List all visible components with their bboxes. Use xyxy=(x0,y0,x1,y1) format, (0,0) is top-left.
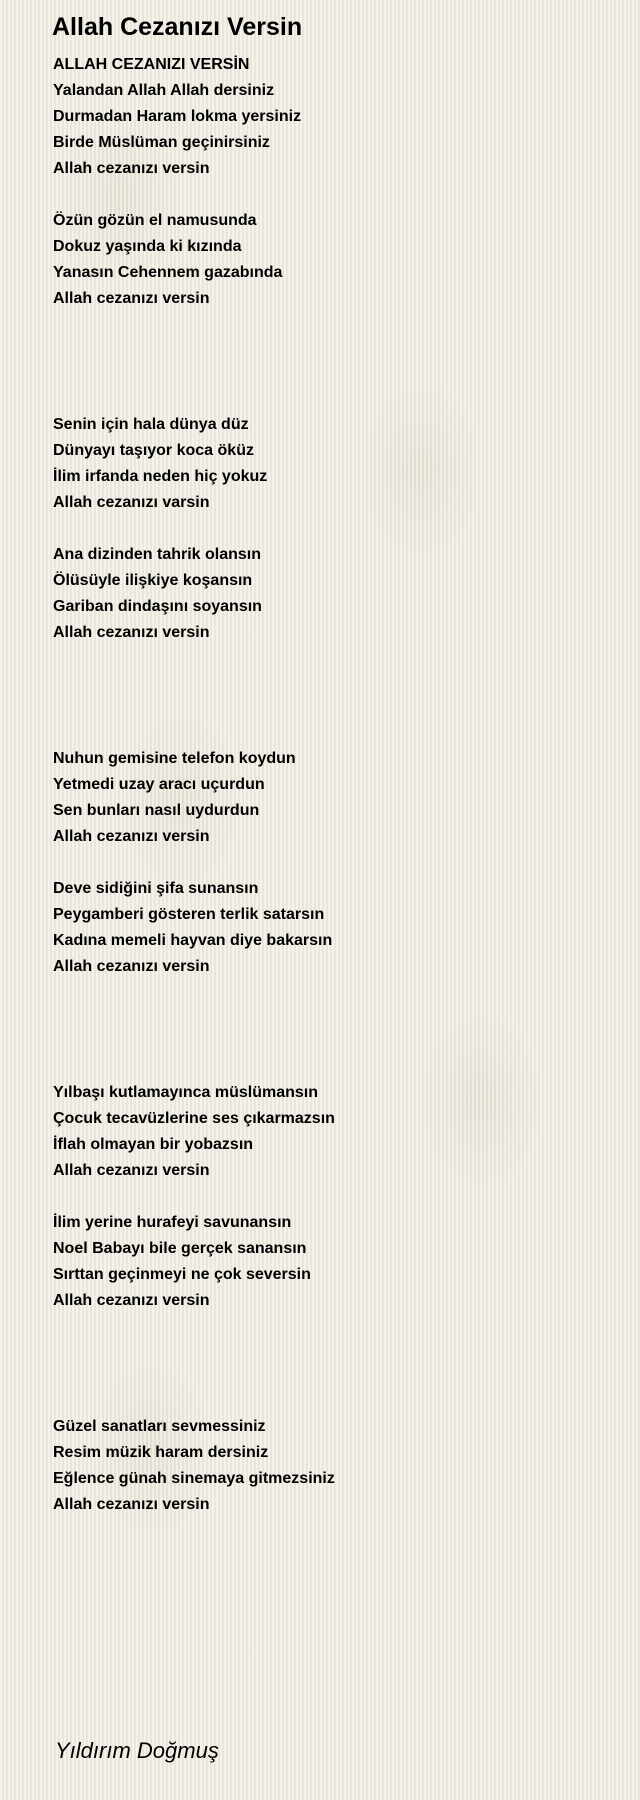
stanza xyxy=(53,78,613,182)
poem-line: Allah cezanızı versin xyxy=(53,1162,210,1179)
poem-line: Dünyayı taşıyor koca öküz xyxy=(53,442,254,459)
poem-line: Deve sidiğini şifa sunansın xyxy=(53,880,259,897)
stanza xyxy=(53,208,613,312)
stanza-spacer xyxy=(53,850,613,876)
stanza-spacer xyxy=(53,516,613,542)
poem-line: Kadına memeli hayvan diye bakarsın xyxy=(53,932,333,949)
poem-line: Çocuk tecavüzlerine ses çıkarmazsın xyxy=(53,1110,335,1127)
poem-body xyxy=(53,52,613,1518)
section-spacer xyxy=(53,312,613,412)
poem-line: Gariban dindaşını soyansın xyxy=(53,598,262,615)
stanza-spacer xyxy=(53,1184,613,1210)
poem-line: İlim yerine hurafeyi savunansın xyxy=(53,1214,292,1231)
poem-line: Peygamberi gösteren terlik satarsın xyxy=(53,906,325,923)
poem-line: Noel Babayı bile gerçek sanansın xyxy=(53,1240,307,1257)
section-spacer xyxy=(53,646,613,746)
poem-line: İlim irfanda neden hiç yokuz xyxy=(53,468,268,485)
poem-line: Sırttan geçinmeyi ne çok seversin xyxy=(53,1266,311,1283)
poem-line: Durmadan Haram lokma yersiniz xyxy=(53,108,302,125)
stanza xyxy=(53,1414,613,1518)
stanza xyxy=(53,542,613,646)
poem-line: Güzel sanatları sevmessiniz xyxy=(53,1418,266,1435)
stanza xyxy=(53,746,613,850)
poem-line: Eğlence günah sinemaya gitmezsiniz xyxy=(53,1470,335,1487)
poem-line: Allah cezanızı versin xyxy=(53,624,210,641)
stanza xyxy=(53,1210,613,1314)
poem-line: Nuhun gemisine telefon koydun xyxy=(53,750,296,767)
poem-line: Allah cezanızı versin xyxy=(53,160,210,177)
poem-line: Allah cezanızı versin xyxy=(53,958,210,975)
poem-line: Ölüsüyle ilişkiye koşansın xyxy=(53,572,253,589)
section-spacer xyxy=(53,1314,613,1414)
stanza-spacer xyxy=(53,182,613,208)
poem-line: Yanasın Cehennem gazabında xyxy=(53,264,283,281)
poem-line: Yetmedi uzay aracı uçurdun xyxy=(53,776,265,793)
stanza xyxy=(53,876,613,980)
poem-line: İflah olmayan bir yobazsın xyxy=(53,1136,254,1153)
poem-line: Yalandan Allah Allah dersiniz xyxy=(53,82,275,99)
poem-line: Resim müzik haram dersiniz xyxy=(53,1444,269,1461)
poem-title: Allah Cezanızı Versin xyxy=(52,13,303,41)
section-spacer xyxy=(53,980,613,1080)
poem-line: Ana dizinden tahrik olansın xyxy=(53,546,262,563)
stanza xyxy=(53,1080,613,1184)
poem-line: Birde Müslüman geçinirsiniz xyxy=(53,134,270,151)
poem-line: Allah cezanızı versin xyxy=(53,1292,210,1309)
poem-heading: ALLAH CEZANIZI VERSİN xyxy=(53,56,250,73)
poem-line: Allah cezanızı versin xyxy=(53,290,210,307)
poem-line: Sen bunları nasıl uydurdun xyxy=(53,802,260,819)
poem-line: Senin için hala dünya düz xyxy=(53,416,249,433)
stanza xyxy=(53,412,613,516)
poem-line: Yılbaşı kutlamayınca müslümansın xyxy=(53,1084,318,1101)
poem-line: Özün gözün el namusunda xyxy=(53,212,257,229)
poem-line: Allah cezanızı versin xyxy=(53,1496,210,1513)
author-name: Yıldırım Doğmuş xyxy=(55,1738,219,1763)
poem-line: Allah cezanızı varsin xyxy=(53,494,210,511)
poem-line: Dokuz yaşında ki kızında xyxy=(53,238,242,255)
poem-line: Allah cezanızı versin xyxy=(53,828,210,845)
